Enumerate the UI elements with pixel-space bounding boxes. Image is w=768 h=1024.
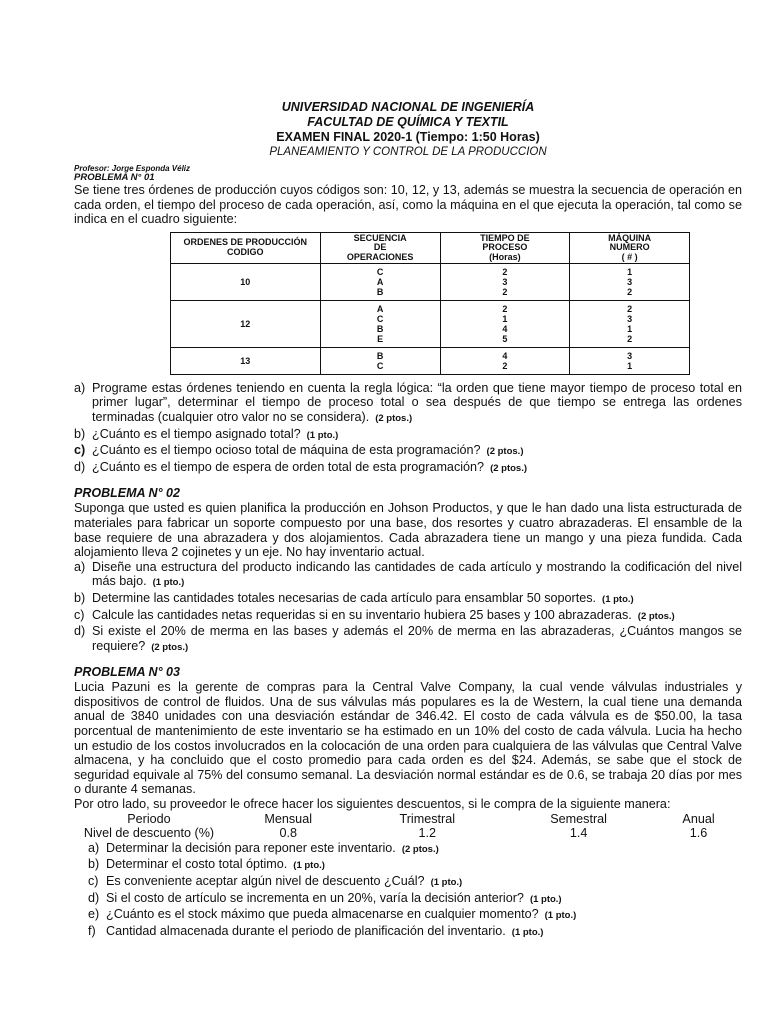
- table-row: [74, 826, 742, 841]
- question-label: a): [74, 380, 86, 395]
- discount-cell: 1.2: [418, 826, 437, 841]
- problem-3-intro-2: Por otro lado, su proveedor le ofrece hacer los siguientes descuentos, si le compra de la siguiente manera:: [74, 797, 671, 812]
- col-machine: MÁQUINA NUMERO ( # ): [570, 232, 690, 263]
- question-label: f): [88, 923, 96, 938]
- question-text: Cantidad almacenada durante el periodo de planificación del inventario.: [106, 923, 506, 938]
- professor-name: Profesor: Jorge Esponda Véliz: [74, 164, 191, 173]
- order-sequence: B C: [320, 347, 440, 374]
- question-label: c): [74, 443, 86, 458]
- exam-page: [74, 100, 742, 940]
- order-code: 12: [171, 300, 321, 347]
- orders-table: [170, 232, 690, 375]
- problem-3-questions: [74, 841, 742, 941]
- question-points: (2 ptos.): [151, 641, 189, 653]
- question-label: a): [74, 559, 86, 574]
- question-text: Es conveniente aceptar algún nivel de descuento ¿Cuál?: [106, 874, 425, 888]
- course-title: PLANEAMIENTO Y CONTROL DE LA PRODUCCION: [269, 146, 547, 158]
- table-row: [74, 812, 742, 827]
- question-label: d): [88, 890, 100, 905]
- order-sequence: C A B: [320, 263, 440, 300]
- col-orders-code: ORDENES DE PRODUCCIÓN CODIGO: [171, 232, 321, 263]
- order-time: 2 3 2: [440, 263, 570, 300]
- question-points: (1 pto.): [430, 877, 463, 888]
- question-points: (1 pto.): [152, 577, 185, 589]
- question-text: Si el costo de artículo se incrementa en un 20%, varía la decisión anterior?: [106, 890, 524, 905]
- col-sequence: SECUENCIA DE OPERACIONES: [320, 232, 440, 263]
- exam-title: EXAMEN FINAL 2020-1 (Tiempo: 1:50 Horas): [276, 130, 540, 144]
- problem-1-intro: Se tiene tres órdenes de producción cuyos códigos son: 10, 12, y 13, además se muestra la secuencia de operación en cada orden, el tiempo del proceso de cada operación, así, como la máquina en el que ejecuta la operación, tal como se indica en el cuadro siguiente:: [74, 183, 742, 227]
- question-points: (2 ptos.): [486, 446, 524, 458]
- question-item: [74, 381, 742, 427]
- question-points: (2 ptos.): [637, 610, 675, 622]
- question-label: b): [74, 590, 86, 605]
- question-points: (1 pto.): [602, 593, 634, 605]
- col-process-time: TIEMPO DE PROCESO (Horas): [440, 232, 570, 263]
- order-code: 13: [171, 347, 321, 374]
- question-label: e): [88, 907, 100, 922]
- question-item: [74, 591, 742, 608]
- faculty-title: FACULTAD DE QUÍMICA Y TEXTIL: [307, 115, 509, 129]
- discount-table: [74, 812, 742, 841]
- question-points: (1 pto.): [293, 860, 325, 872]
- table-row: [171, 347, 690, 374]
- order-machine: 3 1: [570, 347, 690, 374]
- question-item: [88, 907, 742, 924]
- discount-cell: 1.4: [569, 826, 588, 841]
- question-points: (1 pto.): [511, 926, 544, 938]
- discount-cell: Periodo: [127, 811, 171, 826]
- question-text: Determine las cantidades totales necesarias de cada artículo para ensamblar 50 soportes.: [92, 590, 597, 605]
- discount-cell: Anual: [682, 811, 715, 826]
- question-label: d): [74, 459, 86, 474]
- question-text: ¿Cuánto es el tiempo ocioso total de máquina de esta programación?: [92, 443, 481, 458]
- question-points: (1 pto.): [306, 429, 339, 441]
- order-time: 2 1 4 5: [440, 300, 570, 347]
- question-text: ¿Cuánto es el tiempo de espera de orden total de esta programación?: [92, 459, 485, 474]
- question-points: (1 pto.): [529, 893, 562, 905]
- order-machine: 2 3 1 2: [570, 300, 690, 347]
- problem-2-questions: [74, 560, 742, 656]
- problem-2-title: PROBLEMA N° 02: [74, 486, 180, 501]
- question-points: (2 ptos.): [375, 412, 413, 424]
- discount-cell: Semestral: [550, 811, 607, 826]
- table-row: [171, 300, 690, 347]
- question-item: [88, 891, 742, 908]
- question-item: [74, 427, 742, 444]
- discount-cell: 1.6: [689, 826, 708, 841]
- discount-cell: Mensual: [264, 811, 312, 826]
- order-time: 4 2: [440, 347, 570, 374]
- question-text: Diseñe una estructura del producto indicando las cantidades de cada artículo y mostrando la codificación del nivel más bajo.: [92, 559, 742, 589]
- question-points: (2 ptos.): [490, 462, 528, 474]
- question-text: Determinar el costo total óptimo.: [106, 857, 288, 872]
- discount-cell: 0.8: [279, 826, 297, 841]
- question-text: Programe estas órdenes teniendo en cuenta la regla lógica: “la orden que tiene mayor tiempo de proceso total en primer lugar”, determinar el tiempo de proceso total o sea después de que tiempo se entrega las ordenes terminadas (cualquier otro valor no se considera).: [92, 380, 742, 424]
- question-label: a): [88, 840, 100, 855]
- question-item: [88, 841, 742, 858]
- question-item: [88, 857, 742, 874]
- table-row: [171, 263, 690, 300]
- question-text: Calcule las cantidades netas requeridas si en su inventario hubiera 25 bases y 100 abrazaderas.: [92, 607, 632, 622]
- question-item: [74, 443, 742, 460]
- question-label: c): [88, 874, 99, 888]
- order-sequence: A C B E: [320, 300, 440, 347]
- question-item: [74, 460, 742, 477]
- order-machine: 1 3 2: [570, 263, 690, 300]
- problem-3-title: PROBLEMA N° 03: [74, 665, 180, 680]
- problem-2-intro: Suponga que usted es quien planifica la producción en Johson Productos, y que le han dado una lista estructurada de materiales para fabricar un soporte compuesto por una base, dos resortes y cuatro abrazaderas. El ensamble de la base requiere de una abrazadera y dos alojamientos. Cada abrazadera tiene un mango y una pieza fundida. Cada alojamiento lleva 2 cojinetes y un eje. No hay inventario actual.: [74, 501, 742, 560]
- university-title: UNIVERSIDAD NACIONAL DE INGENIERÍA: [281, 100, 535, 114]
- order-code: 10: [171, 263, 321, 300]
- question-item: [88, 924, 742, 941]
- question-text: ¿Cuánto es el stock máximo que pueda almacenarse en cualquier momento?: [106, 907, 539, 922]
- question-text: Determinar la decisión para reponer este inventario.: [106, 840, 396, 855]
- question-label: d): [74, 624, 86, 639]
- question-points: (2 ptos.): [401, 843, 439, 855]
- question-item: [88, 874, 742, 891]
- question-points: (1 pto.): [544, 910, 577, 922]
- question-item: [74, 560, 742, 591]
- problem-1-questions: [74, 381, 742, 477]
- question-item: [74, 608, 742, 625]
- discount-cell: Trimestral: [399, 811, 456, 826]
- problem-1-title: PROBLEMA N° 01: [74, 172, 155, 183]
- discount-cell: Nivel de descuento (%): [83, 826, 215, 841]
- question-label: c): [74, 607, 85, 622]
- problem-3-intro: Lucia Pazuni es la gerente de compras para la Central Valve Company, la cual vende válvulas industriales y dispositivos de control de fluidos. Una de sus válvulas más populares es la de Western, la cual tiene una demanda anual de 3840 unidades con una desviación estándar de 346.42. El costo de cada válvula es de $50.00, la tasa porcentual de mantenimiento de este inventario se ha estimado en un 10% del costo de cada válvula. Lucia ha hecho un estudio de los costos involucrados en la colocación de una orden para cualquiera de las válvulas que Central Valve almacena, y ha concluido que el costo promedio para cada orden es del $24. Además, se sabe que el stock de seguridad equivale al 75% del consumo semanal. La desviación normal estándar es de 0.6, se trabaja 20 días por mes o durante 4 semanas.: [74, 680, 742, 797]
- question-label: b): [88, 857, 100, 872]
- question-text: Si existe el 20% de merma en las bases y además el 20% de merma en las abrazaderas, ¿Cuántos mangos se requiere?: [92, 624, 742, 653]
- orders-table-header: [171, 232, 690, 263]
- question-label: b): [74, 426, 86, 441]
- question-text: ¿Cuánto es el tiempo asignado total?: [92, 426, 301, 441]
- question-item: [74, 624, 742, 655]
